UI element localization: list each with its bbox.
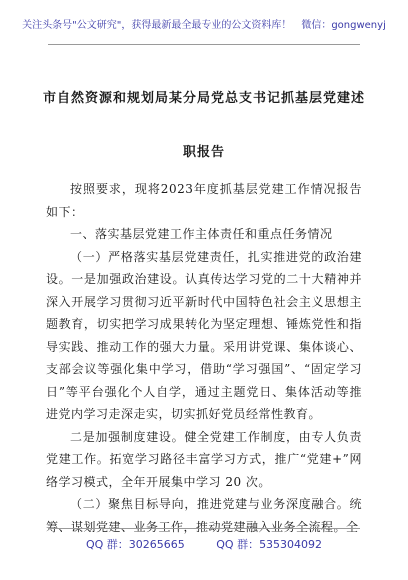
body-paragraph-political: （一）严格落实基层党建责任，扎实推进党的政治建设。一是加强政治建设。认真传达学习党的二十大精神并深入开展学习贯彻习近平新时代中国特色社会主义思想主题教育，切实把学习成果转化为坚定理想、锤炼党性和指导实践、推动工作的强大力量。采用讲党课、集体谈心、支部会议等强化集中学习，借助“学习强国”、“固定学习日”等平台强化个人自学，通过主题党日、集体活动等推进党内学习走深走实，切实抓好党员经常性教育。 [46,249,362,421]
footer-divider [48,528,360,529]
body-heading-section-1: 一、落实基层党建工作主体责任和重点任务情况 [70,227,333,241]
page-header [0,16,408,31]
header-promo-text: 关注头条号"公文研究"，获得最新最全最专业的公文资料库！ [22,20,292,31]
body-paragraph-intro: 按照要求，现将2023年度抓基层党建工作情况报告如下： [46,182,362,219]
footer-qq-group-1: QQ 群：30265665 [85,538,185,551]
body-paragraph-integration: （二）聚焦目标导向，推进党建与业务深度融合。统筹、谋划党建、业务工作，推动党建融入业务全流程。全 [46,497,362,534]
header-divider [48,44,360,45]
header-wechat-text: 微信：gongwenyj [301,20,386,31]
body-paragraph-institution: 二是加强制度建设。健全党建工作制度，由专人负责党建工作。拓宽学习路径丰富学习方式，推广“党建+”网络学习模式，全年开展集中学习 20 次。 [46,429,362,489]
footer-qq-group-2: QQ 群：535304092 [216,538,323,551]
page-footer [0,536,408,552]
document-body [46,178,362,538]
document-title: 市自然资源和规划局某分局党总支书记抓基层党建述职报告 [42,91,365,160]
